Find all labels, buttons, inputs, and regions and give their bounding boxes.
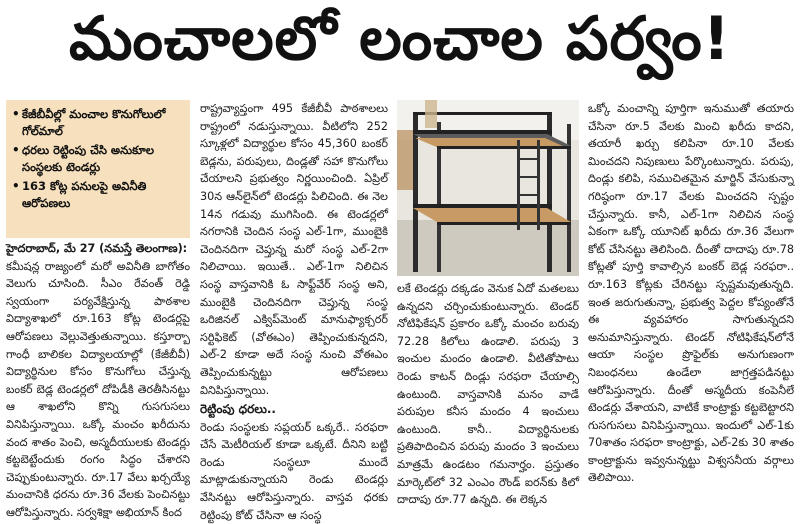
article-column-4: [588, 100, 794, 485]
article-paragraph: ఒక్కో మంచాన్ని పూర్తిగా ఇనుముతో తయారు చేసినా రూ.5 వేలకు మించి ఖరీదు కాదని, తయారీ ఖర్చు కలిపినా రూ.10 వేలకు మించదని నిపుణులు పేర్కొంటున్నారు. పరుపు, దిండ్లు కలిపి, సముచితమైన మార్జిన్ వేసుకున్నా గరిష్ఠంగా రూ.17 వేలకు మించదని స్పష్టం చేస్తున్నారు. కానీ, ఎల్-1గా నిలిచిన సంస్థ ఏకంగా ఒక్కో యూనిట్ ఖరీదు రూ.36 వేలుగా కోట్ చేసినట్టు తెలిసింది. దీంతో దాదాపు రూ.78 కోట్లతో పూర్తి కావాల్సిన బంకర్ బెడ్ల సరఫరా.. రూ.163 కోట్లకు చేరినట్టు స్పష్టమవుతున్నది. ఇంత జరుగుతున్నా, ప్రభుత్వ పెద్దల కోప్యంతోనే ఈ వ్యవహారం సాగుతున్నదని అనుమానిస్తున్నారు. టెండర్ నోటిఫికేషన్‌లోనే ఆయా సంస్థల ప్రొఫైల్‌కు అనుగుణంగా నిబంధనలు ఉండేలా జాగ్రత్తపడినట్టు ఆరోపిస్తున్నారు. దీంతో అస్మదీయ కంపెనీలే టెండర్లు వేశాయని, వాటికే కాంట్రాక్టు కట్టబెట్టారని గుసగుసలు వినిపిస్తున్నాయి. ఇందులో ఎల్-1కు 70శాతం సరఫరా కాంట్రాక్టు, ఎల్-2కు 30 శాతం కాంట్రాక్టును ఇవ్వనున్నట్టు విశ్వసనీయ వర్గాలు తెలిపాయి.: [588, 102, 794, 485]
article-paragraph: కమీషన్ల రాజ్యంలో మరో అవినీతి బాగోతం వెలుగు చూసింది. సీఎం రేవంత్ రెడ్డి స్వయంగా పర్యవేక్షిస్తున్న పాఠశాల విద్యాశాఖలో రూ.163 కోట్ల టెండర్లపై ఆరోపణలు వెల్లువెత్తుతున్నాయి. కస్తూర్బా గాంధీ బాలికల విద్యాలయాల్లో (కేజీబీవీ) విద్యార్థినుల కోసం కొనుగోలు చేస్తున్న బంకర్ బెడ్ల టెండర్లలో దోపిడీకి తెరతీసినట్టు ఆ శాఖలోని కొన్ని గుసగుసలు వినిపిస్తున్నాయి. ఒక్కో మంచం ఖరీదును వంద శాతం పెంచి, అస్మదీయులకు టెండర్లు కట్టబెట్టేందుకు రంగం సిద్ధం చేశారని చెప్పుకుంటున్నారు. రూ.17 వేలు ఖర్చయ్యే మంచానికి ధరను రూ.36 వేలకు పెంచినట్టు ఆరోపిస్తున్నారు. సర్వశిక్షా అభియాన్ కింద: [6, 259, 190, 519]
article-column-2: [200, 100, 388, 522]
article-paragraph: లకే టెండర్లు దక్కడం వెనుక ఏదో మతలబు ఉన్నదని చర్చించుకుంటున్నారు. టెండర్ నోటిఫికేషన్ ప్రకారం ఒక్కో మంచం బరువు 72.28 కిలోలు ఉండాలి. పరుపు 3 ఇంచుల మందం ఉండాలి. వీటితోపాటు రెండు కాటన్ దిండ్లు సరఫరా చేయాల్సి ఉంటుంది. వాస్తవానికి మనం వాడే పరుపుల కనీస మందం 4 ఇంచులు ఉంటుంది. కానీ.. విద్యార్థినులకు ప్రతిపాదించిన పరుపు మందం 3 ఇంచులు మాత్రమే ఉండటం గమనార్హం. ప్రస్తుతం మార్కెట్‌లో 32 ఎంఎం రౌండ్ ఐరన్‌కు కిలో దాదాపు రూ.77 ఉన్నది. ఈ లెక్కన: [397, 282, 579, 507]
bullet-icon: •: [12, 143, 20, 157]
bunk-bed-photo: [397, 100, 579, 276]
highlight-point: [12, 178, 184, 212]
bullet-icon: •: [12, 107, 20, 121]
bunk-bed-illustration: [397, 100, 579, 276]
article-column-1: [6, 240, 190, 519]
highlights-box: [6, 100, 190, 238]
headline: మంచాలలో లంచాల పర్వం!: [68, 4, 731, 74]
article-paragraph: రాష్ట్రవ్యాప్తంగా 495 కేజీబీవీ పాఠశాలలు రాష్ట్రంలో నడుస్తున్నాయి. వీటిలోని 252 స్కూళ్లలో విద్యార్థుల కోసం 45,360 బంకర్ బెడ్లను, పరుపులు, దిండ్లతో సహా కొనుగోలు చేయాలని ప్రభుత్వం నిర్ణయించింది. ఏప్రిల్ 30న ఆన్‌లైన్‌లో టెండర్లు పిలిచింది. ఈ నెల 14న గడువు ముగిసింది. ఈ టెండర్లలో నగరానికి చెందిన సంస్థ ఎల్-1గా, ముంబైకి చెందినదిగా చెప్తున్న మరో సంస్థ ఎల్-2గా నిలిచాయి. ఇయితే.. ఎల్-1గా నిలిచిన సంస్థ వాస్తవానికి ఓ సాఫ్ట్‌వేర్ సంస్థ అని, ముంబైకి చెందినదిగా చెప్తున్న సంస్థ ఒరిజినల్ ఎక్విప్‌మెంట్ మానుఫ్యాక్చరర్ సర్టిఫికెట్ (వోఈఎం) తెప్పించుకున్నదని, ఎల్-2 కూడా అదే సంస్థ నుంచి వోఈఎం తెప్పించుకున్నట్టు ఆరోపణలు వినిపిస్తున్నాయి.: [200, 102, 388, 397]
article-paragraph: రెండు సంస్థలకు సప్లయర్ ఒక్కరే.. సరఫరా చేసే మెటీరియల్ కూడా ఒక్కటే. దీనిని బట్టి రెండు సంస్థలూ ముందే మాట్లాడుకున్నాయని రెండు టెండర్లు వేసినట్టు ఆరోపిస్తున్నారు. వాస్తవ ధరకు రెట్టింపు కోట్ చేసినా ఆ సంస్థ: [200, 420, 388, 522]
bullet-icon: •: [12, 179, 20, 193]
highlight-text: కేజీబీవీల్లో మంచాల కొనుగోలులో గోల్‌మాల్: [22, 107, 166, 138]
highlight-text: 163 కోట్ల పనులపై అవినీతి ఆరోపణలు: [22, 179, 147, 210]
article-column-3: [397, 280, 579, 507]
highlight-point: [12, 142, 184, 176]
highlight-point: [12, 106, 184, 140]
subheading: రెట్టింపు ధరలు..: [200, 402, 276, 417]
dateline: హైదరాబాద్, మే 27 (నమస్తే తెలంగాణ):: [6, 242, 188, 255]
highlight-text: ధరలు రెట్టింపు చేసి అనుకూల సంస్థలకు టెండర్లు: [22, 143, 154, 174]
